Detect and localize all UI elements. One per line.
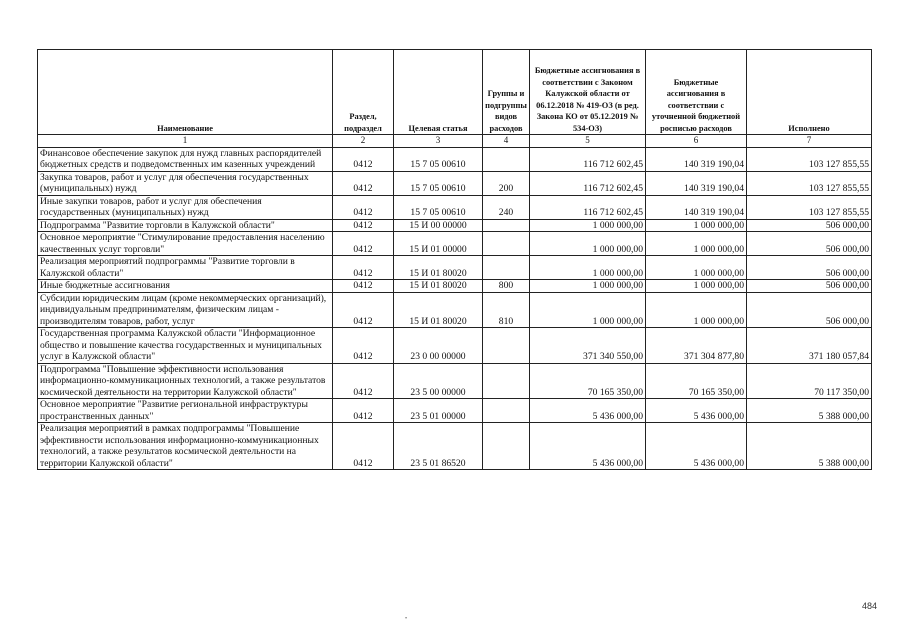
row-expense-group: 810 xyxy=(483,292,530,328)
row-target-article: 23 5 01 86520 xyxy=(394,423,483,470)
row-target-article: 15 И 01 80020 xyxy=(394,256,483,280)
row-refined-allocation: 1 000 000,00 xyxy=(646,219,747,232)
row-law-allocation: 1 000 000,00 xyxy=(530,219,646,232)
header-law: Бюджетные ассигнования в соответствии с Законом Калужской области от 06.12.2018 № 419-ОЗ (в ред. Закона КО от 05.12.2019 № 534-ОЗ) xyxy=(530,50,646,135)
row-law-allocation: 5 436 000,00 xyxy=(530,399,646,423)
row-target-article: 23 5 01 00000 xyxy=(394,399,483,423)
header-row xyxy=(38,50,872,135)
table-row xyxy=(38,280,872,293)
row-law-allocation: 5 436 000,00 xyxy=(530,423,646,470)
row-name: Реализация мероприятий подпрограммы "Развитие торговли в Калужской области" xyxy=(38,256,333,280)
row-refined-allocation: 140 319 190,04 xyxy=(646,171,747,195)
row-section: 0412 xyxy=(333,363,394,399)
row-section: 0412 xyxy=(333,171,394,195)
row-target-article: 15 И 01 00000 xyxy=(394,232,483,256)
table-row xyxy=(38,363,872,399)
row-section: 0412 xyxy=(333,232,394,256)
row-expense-group xyxy=(483,256,530,280)
row-refined-allocation: 371 304 877,80 xyxy=(646,328,747,364)
column-number: 6 xyxy=(646,135,747,148)
column-number: 5 xyxy=(530,135,646,148)
row-expense-group: 800 xyxy=(483,280,530,293)
row-name: Основное мероприятие "Развитие региональной инфраструктуры пространственных данных" xyxy=(38,399,333,423)
row-target-article: 15 И 01 80020 xyxy=(394,292,483,328)
row-executed: 5 388 000,00 xyxy=(747,423,872,470)
row-refined-allocation: 70 165 350,00 xyxy=(646,363,747,399)
row-name: Подпрограмма "Повышение эффективности использования информационно-коммуникационных технологий, а также результатов космической деятельности на территории Калужской области" xyxy=(38,363,333,399)
row-executed: 70 117 350,00 xyxy=(747,363,872,399)
row-expense-group xyxy=(483,328,530,364)
table-row xyxy=(38,171,872,195)
scan-speck: • xyxy=(405,616,408,622)
row-refined-allocation: 1 000 000,00 xyxy=(646,292,747,328)
table-row xyxy=(38,256,872,280)
budget-table xyxy=(37,49,872,470)
row-section: 0412 xyxy=(333,399,394,423)
row-refined-allocation: 1 000 000,00 xyxy=(646,280,747,293)
row-law-allocation: 1 000 000,00 xyxy=(530,232,646,256)
row-law-allocation: 116 712 602,45 xyxy=(530,171,646,195)
row-name: Основное мероприятие "Стимулирование предоставления населению качественных услуг торговли" xyxy=(38,232,333,256)
row-name: Финансовое обеспечение закупок для нужд главных распорядителей бюджетных средств и подведомственных им казенных учреждений xyxy=(38,147,333,171)
row-executed: 103 127 855,55 xyxy=(747,171,872,195)
row-executed: 103 127 855,55 xyxy=(747,147,872,171)
row-executed: 5 388 000,00 xyxy=(747,399,872,423)
row-section: 0412 xyxy=(333,195,394,219)
row-name: Реализация мероприятий в рамках подпрограммы "Повышение эффективности использования информационно-коммуникационных технологий, а также результатов космической деятельности на территории Калужской области" xyxy=(38,423,333,470)
header-executed: Исполнено xyxy=(747,50,872,135)
row-refined-allocation: 5 436 000,00 xyxy=(646,399,747,423)
row-name: Государственная программа Калужской области "Информационное общество и повышение качества государственных и муниципальных услуг в Калужской области" xyxy=(38,328,333,364)
row-target-article: 23 0 00 00000 xyxy=(394,328,483,364)
column-number-row xyxy=(38,135,872,148)
row-law-allocation: 1 000 000,00 xyxy=(530,256,646,280)
row-section: 0412 xyxy=(333,423,394,470)
row-section: 0412 xyxy=(333,147,394,171)
column-number: 1 xyxy=(38,135,333,148)
row-target-article: 15 И 00 00000 xyxy=(394,219,483,232)
row-law-allocation: 1 000 000,00 xyxy=(530,280,646,293)
row-section: 0412 xyxy=(333,256,394,280)
row-refined-allocation: 5 436 000,00 xyxy=(646,423,747,470)
row-section: 0412 xyxy=(333,328,394,364)
row-executed: 506 000,00 xyxy=(747,232,872,256)
row-target-article: 15 7 05 00610 xyxy=(394,171,483,195)
row-expense-group: 240 xyxy=(483,195,530,219)
row-name: Подпрограмма "Развитие торговли в Калужской области" xyxy=(38,219,333,232)
table-row xyxy=(38,232,872,256)
row-law-allocation: 70 165 350,00 xyxy=(530,363,646,399)
row-expense-group xyxy=(483,219,530,232)
column-number: 3 xyxy=(394,135,483,148)
row-expense-group: 200 xyxy=(483,171,530,195)
table-row xyxy=(38,292,872,328)
column-number: 4 xyxy=(483,135,530,148)
row-executed: 506 000,00 xyxy=(747,280,872,293)
row-section: 0412 xyxy=(333,280,394,293)
header-refined: Бюджетные ассигнования в соответствии с уточненной бюджетной росписью расходов xyxy=(646,50,747,135)
header-name: Наименование xyxy=(38,50,333,135)
table-row xyxy=(38,147,872,171)
row-name: Закупка товаров, работ и услуг для обеспечения государственных (муниципальных) нужд xyxy=(38,171,333,195)
row-refined-allocation: 140 319 190,04 xyxy=(646,195,747,219)
header-group: Группы и подгруппы видов расходов xyxy=(483,50,530,135)
page-number: 484 xyxy=(862,601,878,611)
header-section: Раздел, подраздел xyxy=(333,50,394,135)
row-refined-allocation: 1 000 000,00 xyxy=(646,232,747,256)
row-executed: 506 000,00 xyxy=(747,219,872,232)
table-body xyxy=(38,147,872,470)
row-law-allocation: 116 712 602,45 xyxy=(530,195,646,219)
table-row xyxy=(38,399,872,423)
row-target-article: 23 5 00 00000 xyxy=(394,363,483,399)
row-name: Иные бюджетные ассигнования xyxy=(38,280,333,293)
row-executed: 506 000,00 xyxy=(747,256,872,280)
row-expense-group xyxy=(483,399,530,423)
row-name: Иные закупки товаров, работ и услуг для обеспечения государственных (муниципальных) нужд xyxy=(38,195,333,219)
row-section: 0412 xyxy=(333,292,394,328)
row-target-article: 15 7 05 00610 xyxy=(394,147,483,171)
table-row xyxy=(38,423,872,470)
row-law-allocation: 1 000 000,00 xyxy=(530,292,646,328)
row-target-article: 15 И 01 80020 xyxy=(394,280,483,293)
row-target-article: 15 7 05 00610 xyxy=(394,195,483,219)
row-section: 0412 xyxy=(333,219,394,232)
row-expense-group xyxy=(483,423,530,470)
row-expense-group xyxy=(483,147,530,171)
row-name: Субсидии юридическим лицам (кроме некоммерческих организаций), индивидуальным предпринимателям, физическим лицам - производителям товаров, работ, услуг xyxy=(38,292,333,328)
header-target: Целевая статья xyxy=(394,50,483,135)
table-row xyxy=(38,328,872,364)
row-expense-group xyxy=(483,232,530,256)
row-law-allocation: 116 712 602,45 xyxy=(530,147,646,171)
row-executed: 371 180 057,84 xyxy=(747,328,872,364)
row-executed: 103 127 855,55 xyxy=(747,195,872,219)
row-law-allocation: 371 340 550,00 xyxy=(530,328,646,364)
table-row xyxy=(38,195,872,219)
row-executed: 506 000,00 xyxy=(747,292,872,328)
column-number: 2 xyxy=(333,135,394,148)
row-expense-group xyxy=(483,363,530,399)
row-refined-allocation: 140 319 190,04 xyxy=(646,147,747,171)
row-refined-allocation: 1 000 000,00 xyxy=(646,256,747,280)
table-row xyxy=(38,219,872,232)
column-number: 7 xyxy=(747,135,872,148)
